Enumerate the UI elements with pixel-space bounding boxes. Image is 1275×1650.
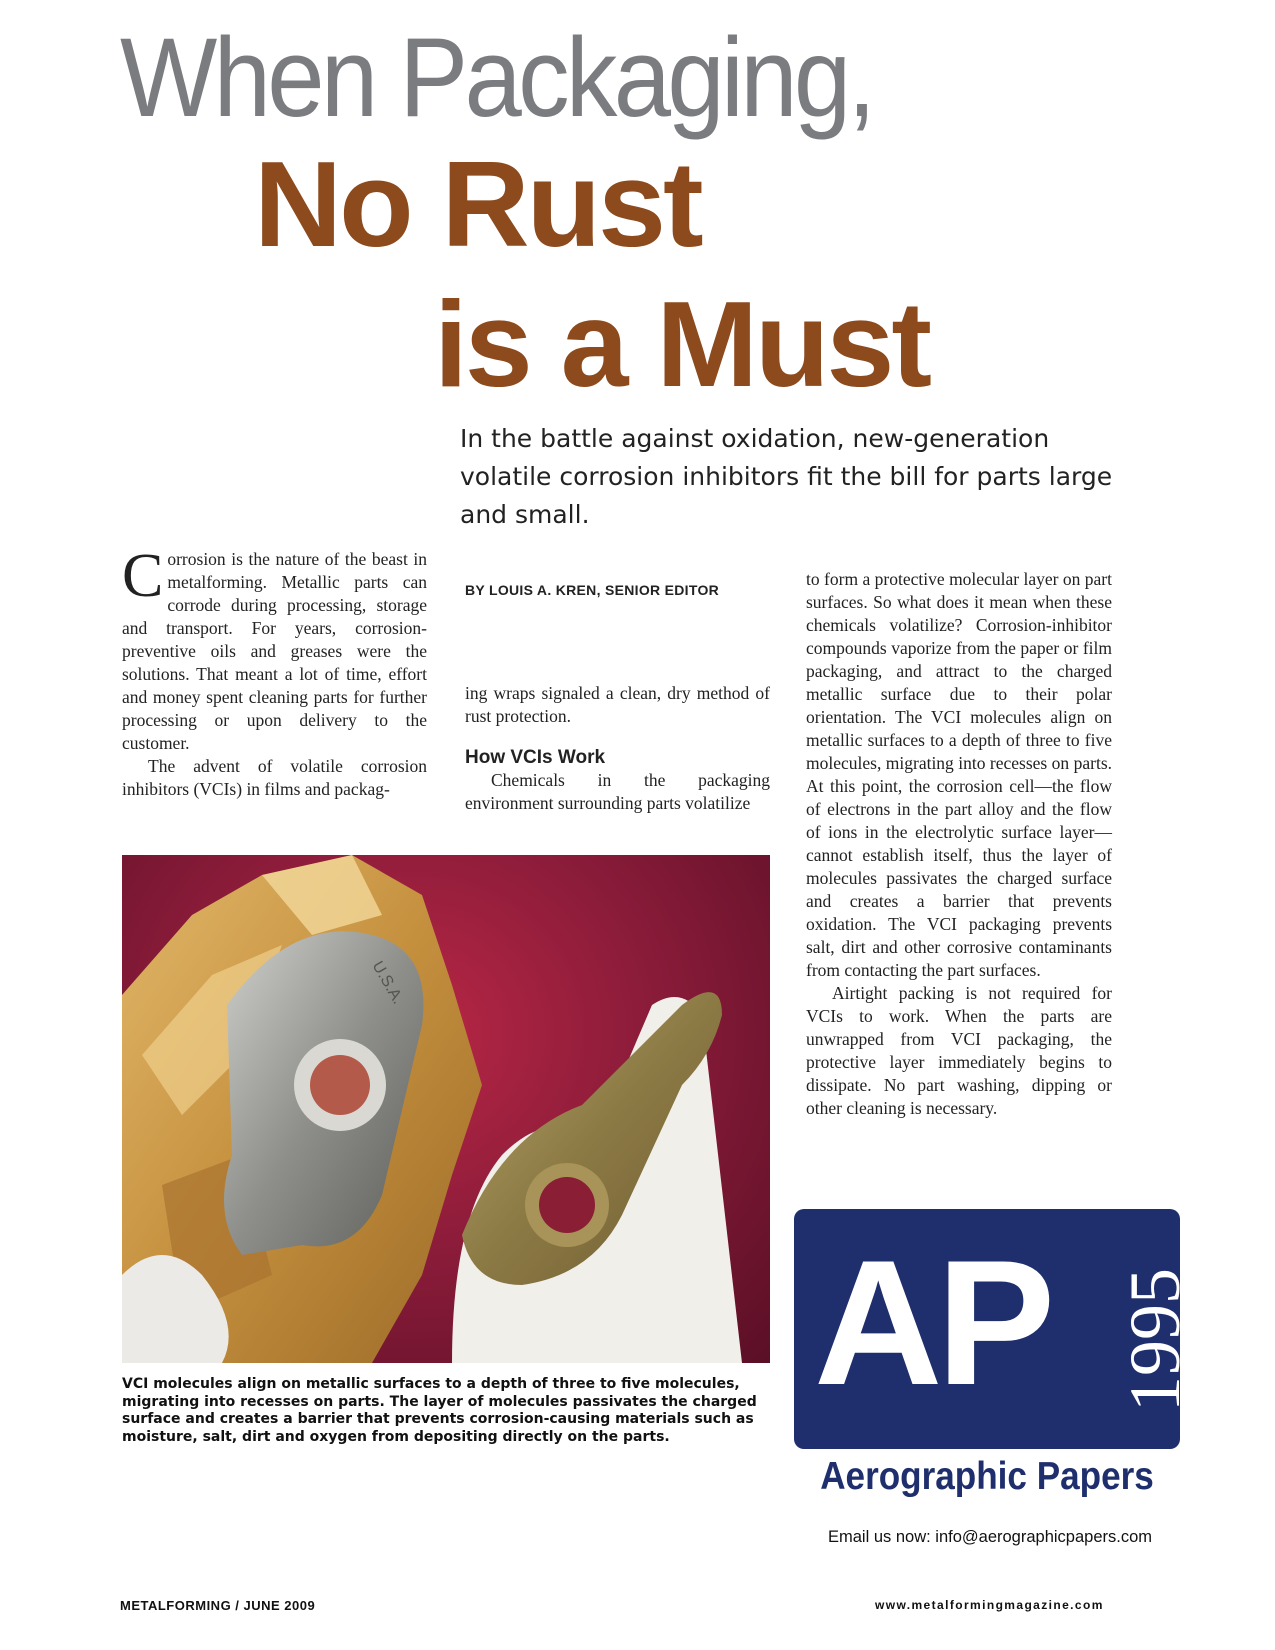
rusty-part-hole	[539, 1177, 595, 1233]
ad-email-line[interactable]: Email us now: info@aerographicpapers.com	[828, 1528, 1152, 1546]
photo-illustration	[122, 855, 770, 1363]
ad-logo-year: 1995	[1115, 1268, 1195, 1412]
subhead-how-vcis-work: How VCIs Work	[465, 747, 606, 768]
footer-publication: METALFORMING / JUNE 2009	[120, 1598, 316, 1613]
headline-line-2: No Rust	[254, 136, 701, 272]
article-photo	[122, 855, 770, 1363]
article-column-3	[806, 568, 1112, 1120]
column-2-paragraph-1: ing wraps signaled a clean, dry method of rust protection.	[465, 683, 770, 726]
column-1-paragraph-1	[122, 542, 427, 755]
clean-part-hole	[310, 1055, 370, 1115]
deck-subtitle: In the battle against oxidation, new-generation volatile corrosion inhibitors fit the bill for parts large and small.	[460, 424, 1113, 529]
drop-cap: C	[122, 542, 164, 610]
column-3-paragraph-1: to form a protective molecular layer on part surfaces. So what does it mean when these chemicals volatilize? Corrosion-inhibitor compounds vaporize from the paper or film packaging, and attract to the charged metallic surface due to their polar orientation. The VCI molecules align on metallic surfaces to a depth of three to five molecules, migrating into recesses on parts. At this point, the corrosion cell—the flow of electrons in the part alloy and the flow of ions in the electrolytic surface layer—cannot establish itself, thus the layer of molecules passivates the charged surface and creates a barrier that prevents oxidation. The VCI packaging prevents salt, dirt and other corrosive contaminants from contacting the part surfaces.	[806, 569, 1112, 980]
footer-website[interactable]: www.metalformingmagazine.com	[875, 1598, 1104, 1612]
ad-company-name: Aerographic Papers	[820, 1455, 1154, 1498]
byline: BY LOUIS A. KREN, SENIOR EDITOR	[465, 582, 720, 598]
part-stamp: U.S.A.	[368, 958, 407, 1008]
article-column-2	[465, 682, 770, 815]
column-2-paragraph-2: Chemicals in the packaging environment surrounding parts volatilize	[465, 770, 770, 813]
column-3-paragraph-2: Airtight packing is not required for VCIs to work. When the parts are unwrapped from VCI packaging, the protective layer immediately begins to dissipate. No part washing, dipping or other cleaning is necessary.	[806, 983, 1112, 1118]
ad-logo-letters: AP	[814, 1223, 1050, 1422]
photo-caption: VCI molecules align on metallic surfaces to a depth of three to five molecules, migrating into recesses on parts. The layer of molecules passivates the charged surface and creates a barrier that prevents corrosion-causing materials such as moisture, salt, dirt and oxygen from depositing directly on the parts.	[122, 1376, 757, 1445]
headline-line-3: is a Must	[434, 276, 930, 412]
column-1-paragraph-1-text: orrosion is the nature of the beast in metalforming. Metallic parts can corrode during processing, storage and transport. For years, corrosion-preventive oils and greases were the solutions. That meant a lot of time, effort and money spent cleaning parts for further processing or upon delivery to the customer.	[122, 549, 427, 753]
article-column-1	[122, 542, 427, 801]
headline-line-1: When Packaging,	[120, 15, 873, 140]
column-1-paragraph-2: The advent of volatile corrosion inhibitors (VCIs) in films and packag-	[122, 756, 427, 799]
